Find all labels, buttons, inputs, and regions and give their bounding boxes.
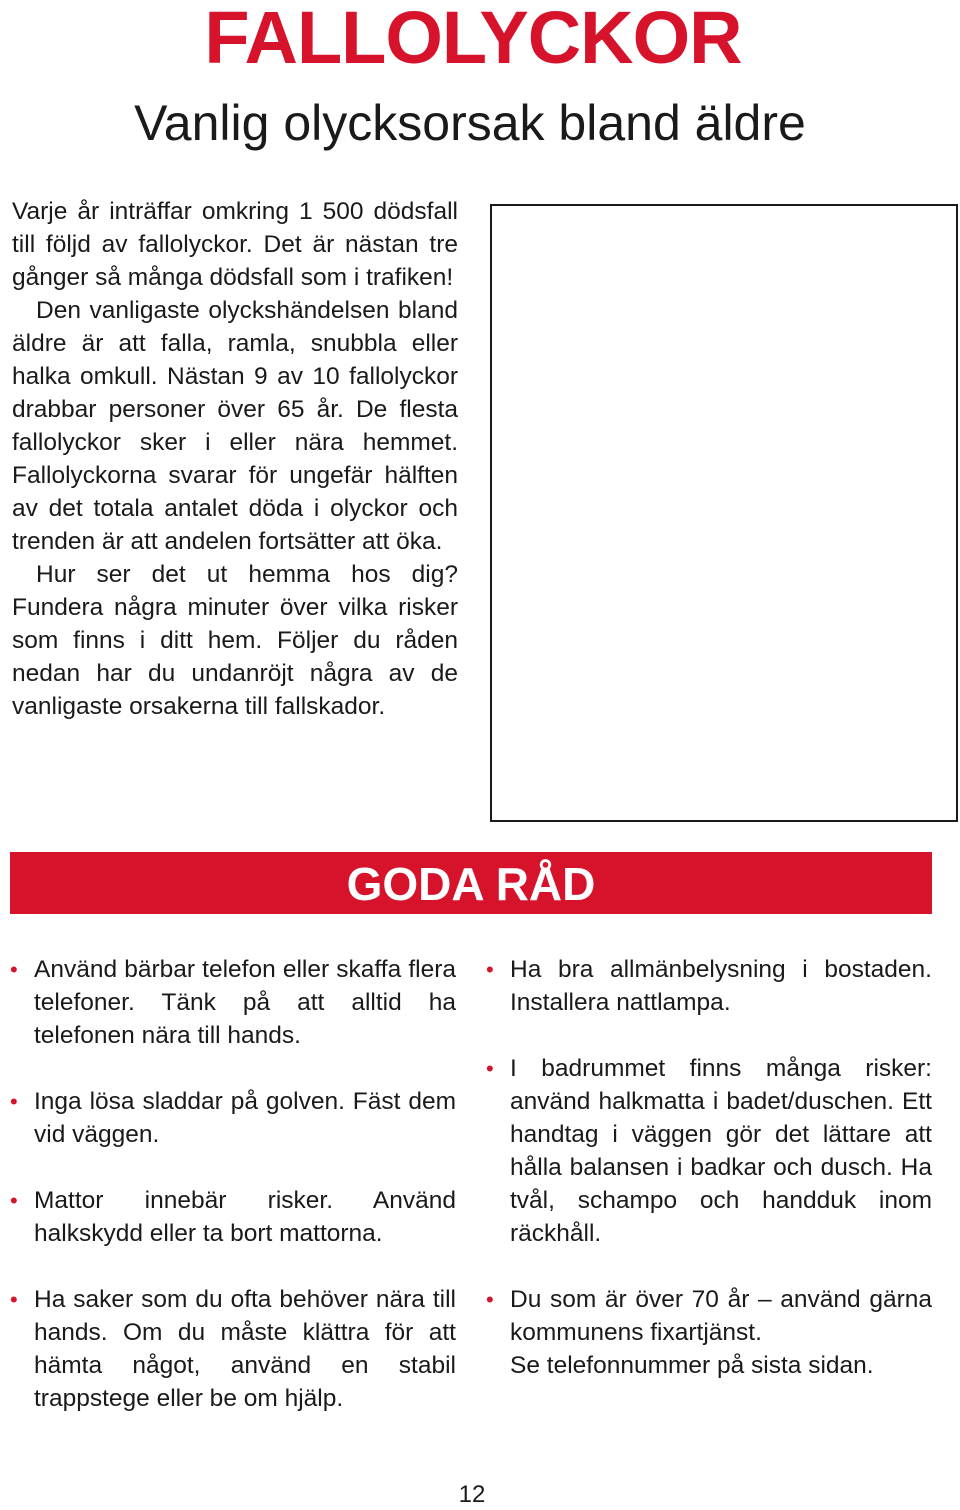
tip-item [484, 1052, 932, 1250]
page-title: FALLOLYCKOR [204, 0, 742, 79]
bullet-icon: • [10, 1089, 18, 1114]
intro-paragraph-1: Varje år inträffar omkring 1 500 dödsfall till följd av fallolyckor. Det är nästan tre gånger så många dödsfall som i trafiken! [12, 198, 458, 291]
tip-item [8, 1184, 456, 1250]
tip-item [8, 953, 456, 1052]
bullet-icon: • [10, 957, 18, 982]
tip-text: Inga lösa sladdar på golven. Fäst dem vid väggen. [34, 1088, 456, 1148]
intro-paragraph-2: Den vanligaste olyckshändelsen bland äldre är att falla, ramla, snubbla eller halka omkull. Nästan 9 av 10 fallolyckor drabbar personer över 65 år. De flesta fallolyckor sker i eller nära hemmet. Fallolyckorna svarar för ungefär hälften av det totala antalet döda i olyckor och trenden är att andelen fortsätter att öka. [12, 297, 458, 555]
bullet-icon: • [486, 1056, 494, 1081]
tip-item [8, 1085, 456, 1151]
bullet-icon: • [10, 1287, 18, 1312]
image-placeholder-frame [490, 204, 958, 822]
tips-banner: GODA RÅD [10, 852, 932, 914]
tip-text: Du som är över 70 år – använd gärna kommunens fixartjänst. Se telefonnummer på sista sidan. [510, 1286, 932, 1379]
tips-list-right [484, 953, 932, 1415]
page-number: 12 [458, 1481, 486, 1508]
tip-text: Ha bra allmänbelysning i bostaden. Installera nattlampa. [510, 956, 932, 1016]
tip-item [484, 1283, 932, 1382]
tip-item [8, 1283, 456, 1415]
tip-text: Använd bärbar telefon eller skaffa flera telefoner. Tänk på att alltid ha telefonen nära till hands. [34, 956, 456, 1049]
bullet-icon: • [10, 1188, 18, 1213]
intro-paragraph-3: Hur ser det ut hemma hos dig? Fundera några minuter över vilka risker som finns i ditt hem. Följer du råden nedan har du undanröjt några av de vanligaste orsakerna till fallskador. [12, 561, 458, 720]
tip-text: Mattor innebär risker. Använd halkskydd eller ta bort mattorna. [34, 1187, 456, 1247]
tip-item [484, 953, 932, 1019]
tips-list-left [8, 953, 456, 1448]
intro-text [12, 195, 458, 723]
bullet-icon: • [486, 1287, 494, 1312]
tip-text: I badrummet finns många risker: använd halkmatta i badet/duschen. Ett handtag i väggen gör det lättare att hålla balansen i badkar och dusch. Ha tvål, schampo och handduk inom räckhåll. [510, 1055, 932, 1247]
bullet-icon: • [486, 957, 494, 982]
tip-text: Ha saker som du ofta behöver nära till hands. Om du måste klättra för att hämta något, använd en stabil trappstege eller be om hjälp. [34, 1286, 456, 1412]
page-subtitle: Vanlig olycksorsak bland äldre [134, 95, 806, 151]
